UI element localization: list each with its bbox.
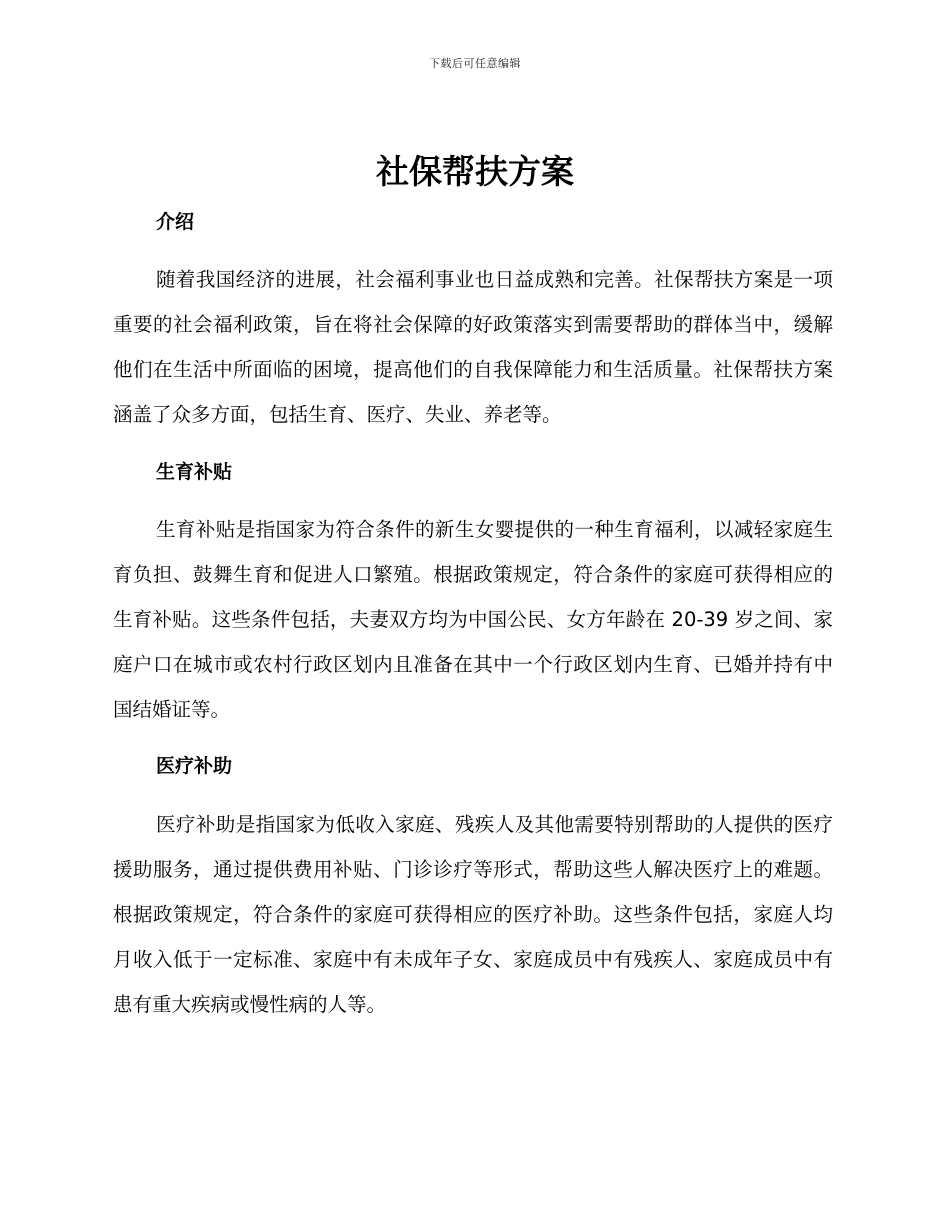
section-heading-birth-subsidy: 生育补贴 (156, 461, 233, 483)
paragraph-birth-subsidy: 生育补贴是指国家为符合条件的新生女婴提供的一种生育福利，以减轻家庭生育负担、鼓舞生育和促进人口繁殖。根据政策规定，符合条件的家庭可获得相应的生育补贴。这些条件包括，夫妻双方均为中国公民、女方年龄在 20-39 岁之间、家庭户口在城市或农村行政区划内且准备在其中一个行政区划内生育、已婚并持有中国结婚证等。 (113, 518, 833, 721)
header-note: 下载后可任意编辑 (429, 57, 521, 70)
paragraph-intro: 随着我国经济的进展，社会福利事业也日益成熟和完善。社保帮扶方案是一项重要的社会福利政策，旨在将社会保障的好政策落实到需要帮助的群体当中，缓解他们在生活中所面临的困境，提高他们的自我保障能力和生活质量。社保帮扶方案涵盖了众多方面，包括生育、医疗、失业、养老等。 (113, 268, 833, 426)
document-title: 社保帮扶方案 (376, 152, 574, 191)
section-heading-medical-aid: 医疗补助 (156, 755, 233, 777)
section-heading-intro: 介绍 (156, 211, 195, 233)
paragraph-medical-aid: 医疗补助是指国家为低收入家庭、残疾人及其他需要特别帮助的人提供的医疗援助服务，通过提供费用补贴、门诊诊疗等形式，帮助这些人解决医疗上的难题。根据政策规定，符合条件的家庭可获得相应的医疗补助。这些条件包括，家庭人均月收入低于一定标准、家庭中有未成年子女、家庭成员中有残疾人、家庭成员中有患有重大疾病或慢性病的人等。 (113, 813, 833, 1016)
